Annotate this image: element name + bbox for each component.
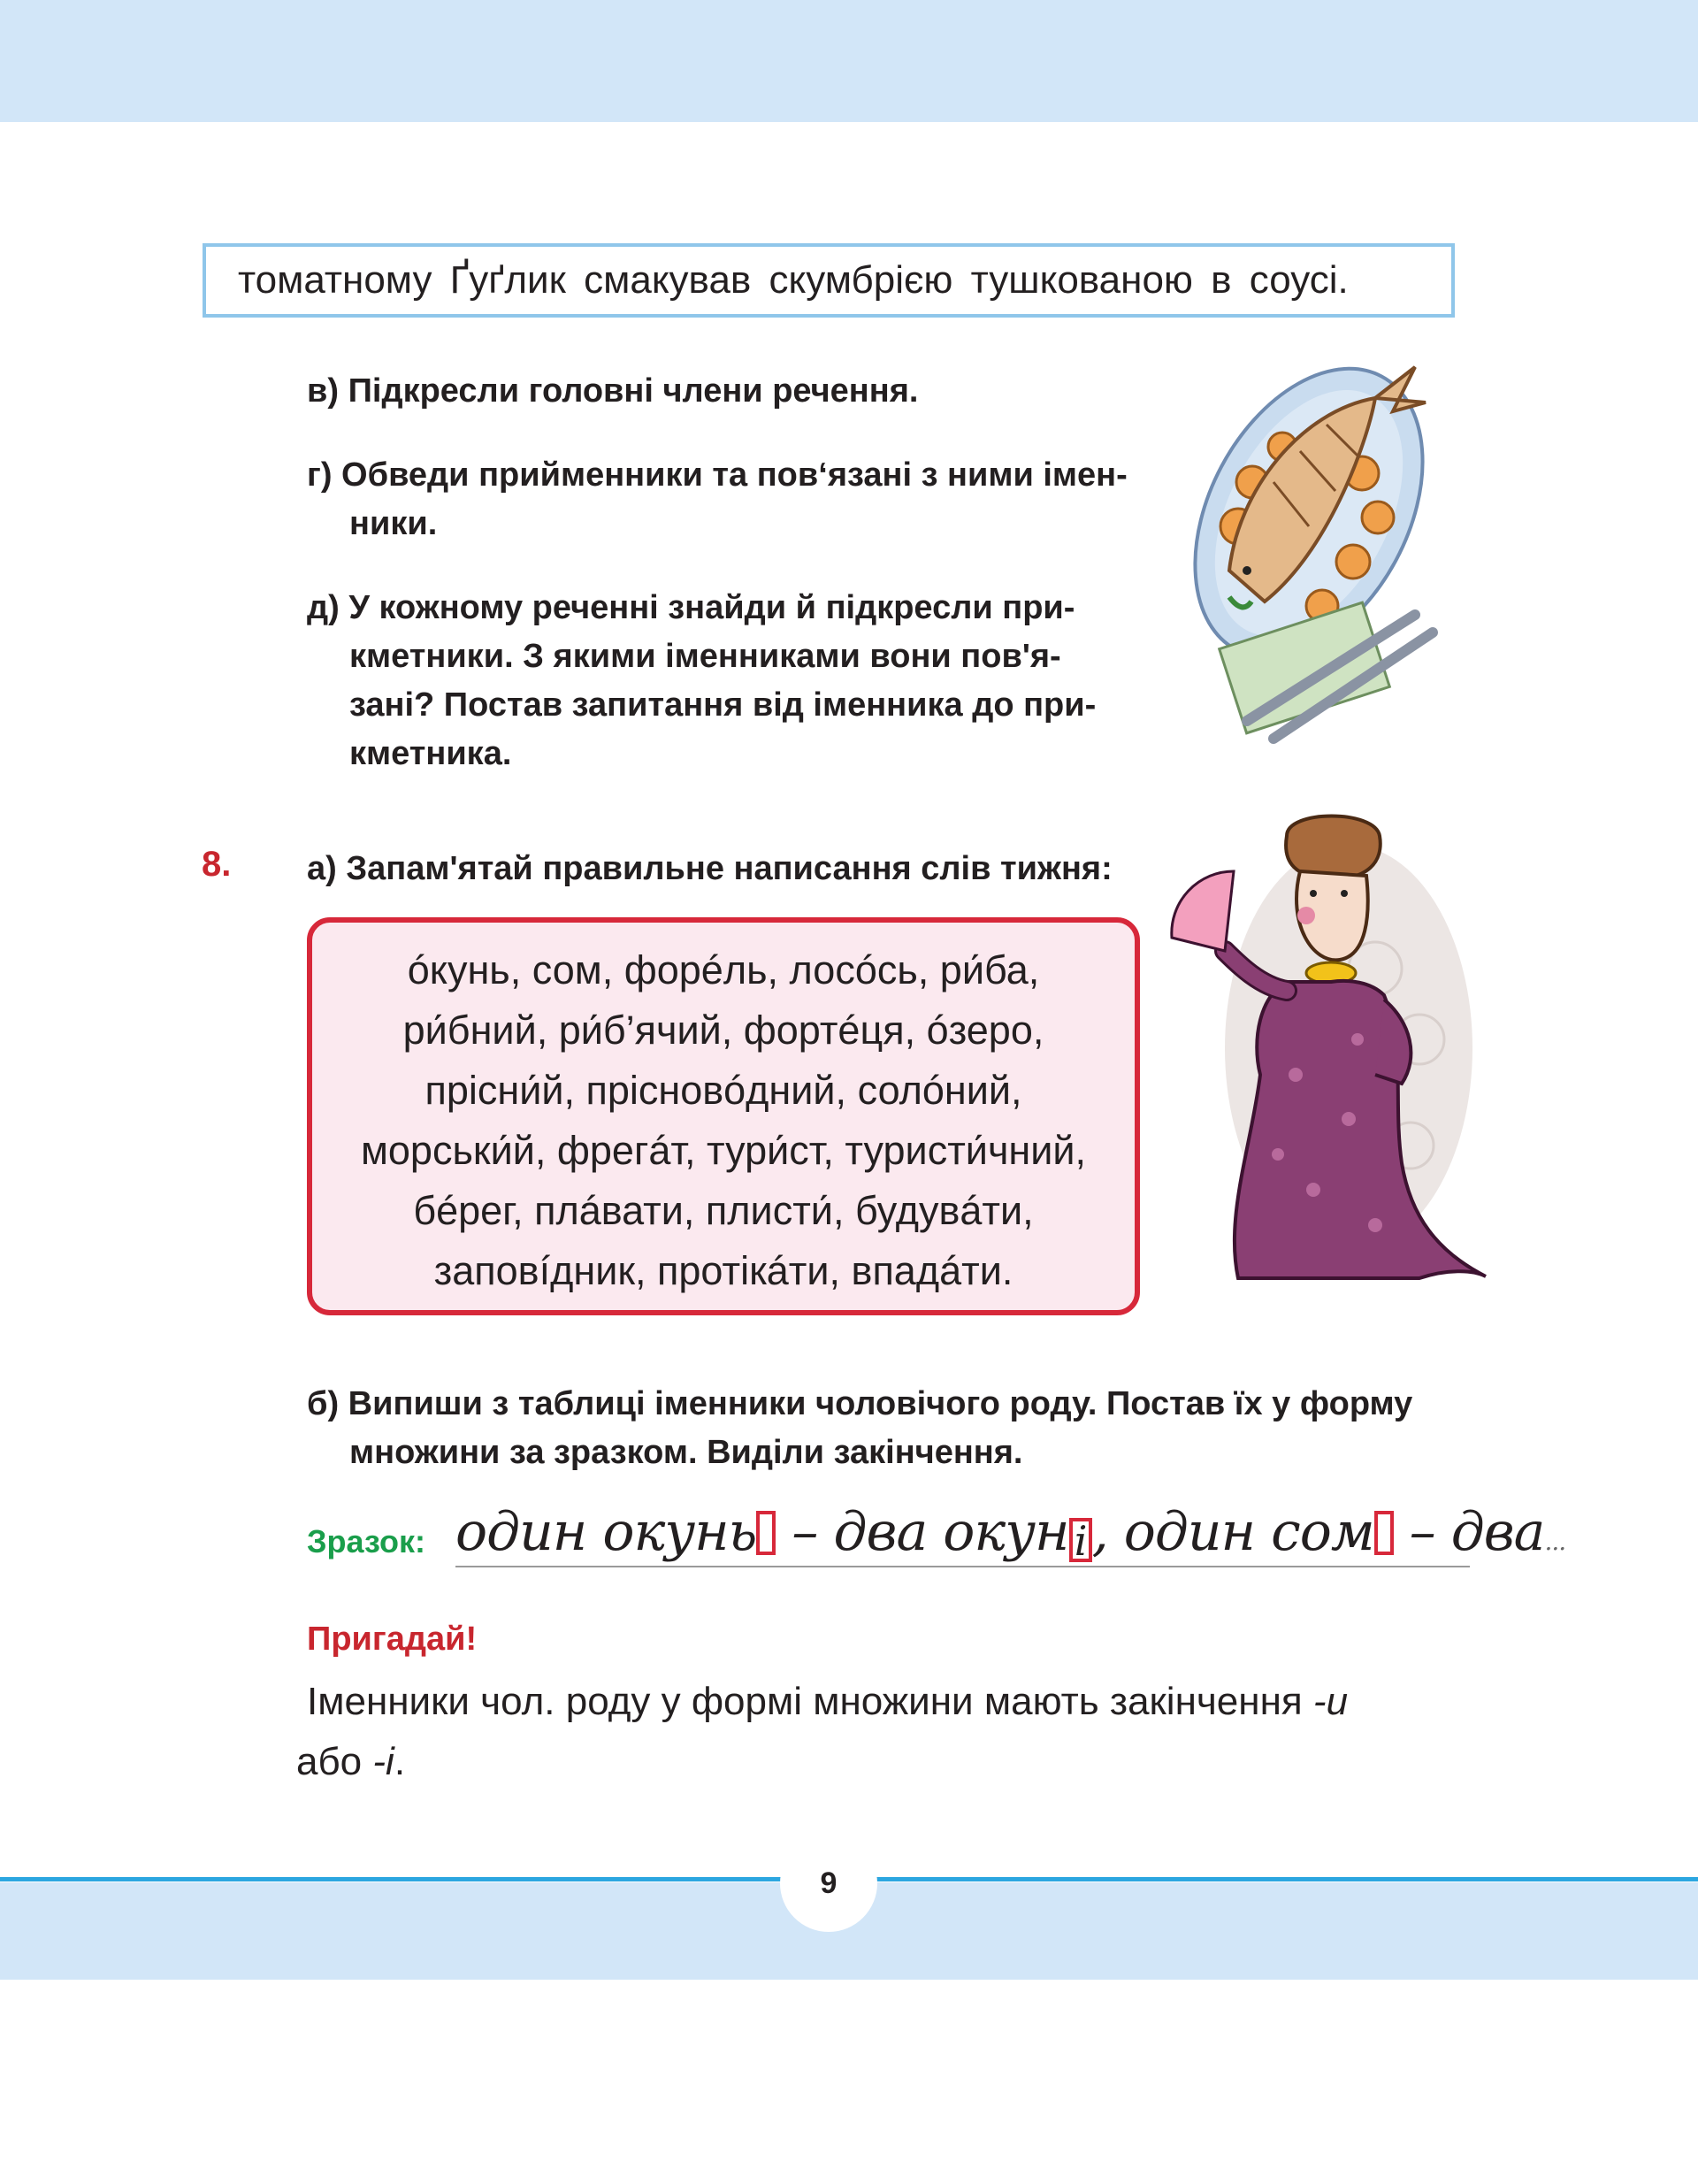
sample-part4: – два <box>1393 1501 1545 1563</box>
words-line: заповíдник, протікáти, впадáти. <box>433 1248 1013 1293</box>
task-d-line4: кметника. <box>349 735 512 772</box>
words-line: óкунь, сом, форéль, лосóсь, ри́ба, <box>407 947 1040 992</box>
words-line: морськи́й, фрегáт, тури́ст, туристи́чний, <box>360 1128 1087 1173</box>
sample-label: Зразок: <box>307 1523 425 1559</box>
sample-ending: і <box>1074 1517 1087 1565</box>
page-number-text: 9 <box>820 1866 838 1900</box>
sample-script <box>455 1501 1565 1563</box>
remember-title: Пригадай! <box>307 1621 478 1658</box>
task-g-line1: г) Обведи прийменники та пов‘язані з ними імен- <box>307 456 1128 494</box>
sample-part1: один окунь <box>455 1501 757 1563</box>
task-8a <box>307 845 1113 893</box>
ending-box-empty <box>1374 1511 1394 1555</box>
task-d-line1: д) У кожному реченні знайди й підкресли при- <box>307 589 1075 626</box>
task-d-line3: зані? Постав запитання від іменника до при- <box>349 686 1097 724</box>
words-line: бéрег, плáвати, плисти́, будувáти, <box>413 1188 1034 1233</box>
woman-with-fan-illustration <box>1154 809 1490 1287</box>
top-band <box>0 0 1698 122</box>
remember-ending1: -и <box>1312 1680 1349 1723</box>
remember-ending2: -і <box>372 1740 394 1783</box>
remember-text <box>296 1672 1483 1792</box>
sentence-text: томатному Ґуґлик смакував скумбрією тушкованою в соусі. <box>238 258 1349 302</box>
task-g-line2: ники. <box>349 505 438 542</box>
task-g <box>307 451 1128 548</box>
sample-part3: , один сом <box>1091 1501 1374 1563</box>
task-v-text: в) Підкресли головні члени речення. <box>307 372 919 410</box>
task-8a-text: а) Запам'ятай правильне написання слів тижня: <box>307 850 1113 887</box>
remember-text-before: Іменники чол. роду у формі множини мають закінчення <box>307 1680 1313 1723</box>
task-8b-line2: множини за зразком. Виділи закінчення. <box>349 1434 1023 1471</box>
words-of-week-box <box>307 917 1140 1315</box>
task-d <box>307 584 1096 778</box>
task-8b-line1: б) Випиши з таблиці іменники чоловічого роду. Постав їх у форму <box>307 1385 1413 1422</box>
remember-text-end: . <box>394 1740 406 1783</box>
words-line: прісни́й, прісновóдний, солóний, <box>424 1068 1022 1113</box>
words-line: ри́бний, ри́б’ячий, фортéця, óзеро, <box>402 1008 1044 1053</box>
exercise-number: 8. <box>202 845 232 884</box>
sentence-box <box>203 243 1455 318</box>
sample-baseline <box>455 1566 1470 1567</box>
task-8b <box>307 1380 1412 1477</box>
sample-ellipsis: ... <box>1544 1527 1566 1556</box>
ending-box <box>1069 1517 1092 1565</box>
remember-text-middle: або <box>296 1740 373 1783</box>
fish-plate-illustration <box>1176 349 1442 756</box>
task-d-line2: кметники. З якими іменниками вони пов'я- <box>349 638 1061 675</box>
page-number <box>780 1835 877 1932</box>
task-v <box>307 367 918 416</box>
sample-part2: – два окун <box>776 1501 1069 1563</box>
ending-box-empty <box>756 1511 776 1555</box>
